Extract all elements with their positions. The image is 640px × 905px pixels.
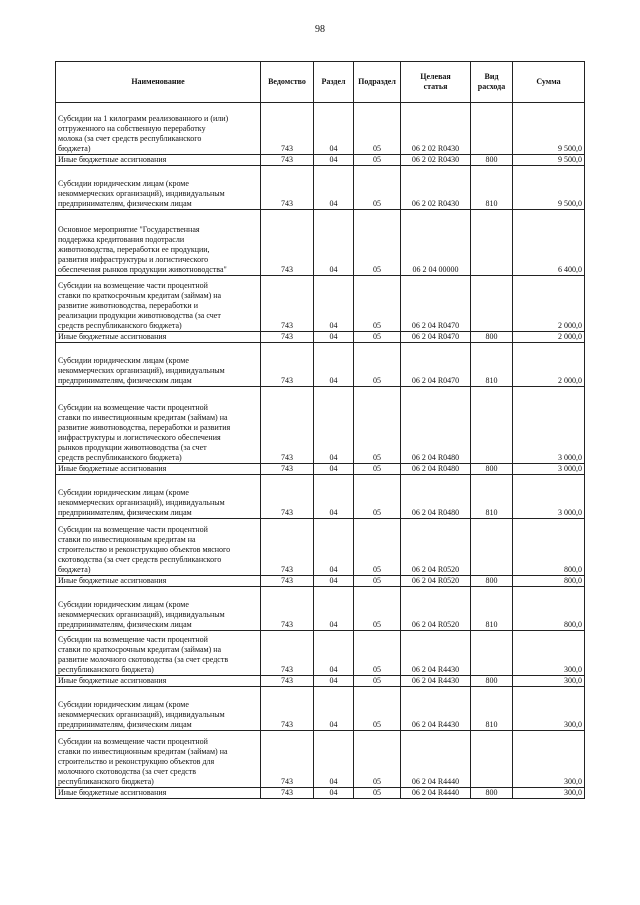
cell-department: 743 bbox=[261, 276, 314, 332]
cell-department: 743 bbox=[261, 676, 314, 687]
header-expense: Вид расхода bbox=[471, 62, 513, 103]
cell-expense: 800 bbox=[471, 464, 513, 475]
cell-amount: 9 500,0 bbox=[513, 166, 585, 210]
cell-expense bbox=[471, 103, 513, 155]
cell-department: 743 bbox=[261, 464, 314, 475]
cell-section: 04 bbox=[314, 387, 354, 464]
cell-target: 06 2 04 R4430 bbox=[401, 631, 471, 676]
table-row bbox=[56, 631, 585, 676]
cell-department: 743 bbox=[261, 155, 314, 166]
cell-expense bbox=[471, 387, 513, 464]
cell-amount: 3 000,0 bbox=[513, 464, 585, 475]
cell-target: 06 2 04 R4440 bbox=[401, 788, 471, 799]
cell-amount: 6 400,0 bbox=[513, 210, 585, 276]
cell-target: 06 2 04 R4440 bbox=[401, 731, 471, 788]
cell-subsection: 05 bbox=[354, 576, 401, 587]
cell-name: Субсидии юридическим лицам (кроме некоммерческих организаций), индивидуальным предпринимателям, физическим лицам bbox=[56, 343, 261, 387]
cell-name: Иные бюджетные ассигнования bbox=[56, 332, 261, 343]
cell-expense: 810 bbox=[471, 587, 513, 631]
cell-subsection: 05 bbox=[354, 731, 401, 788]
cell-target: 06 2 04 R4430 bbox=[401, 687, 471, 731]
cell-target: 06 2 04 R0470 bbox=[401, 332, 471, 343]
cell-name: Иные бюджетные ассигнования bbox=[56, 788, 261, 799]
cell-expense bbox=[471, 631, 513, 676]
cell-amount: 9 500,0 bbox=[513, 155, 585, 166]
cell-section: 04 bbox=[314, 676, 354, 687]
cell-expense: 800 bbox=[471, 576, 513, 587]
cell-amount: 3 000,0 bbox=[513, 475, 585, 519]
cell-section: 04 bbox=[314, 587, 354, 631]
cell-name: Основное мероприятие "Государственная поддержка кредитования подотрасли животноводства, переработки ее продукции, развития инфраструктуры и логистического обеспечения рынков продукции животноводства" bbox=[56, 210, 261, 276]
cell-name: Субсидии юридическим лицам (кроме некоммерческих организаций), индивидуальным предпринимателям, физическим лицам bbox=[56, 687, 261, 731]
cell-subsection: 05 bbox=[354, 587, 401, 631]
cell-section: 04 bbox=[314, 731, 354, 788]
cell-name: Субсидии на возмещение части процентной ставки по инвестиционным кредитам на строительство и реконструкцию объектов мясного скотоводства (за счет средств республиканского бюджета) bbox=[56, 519, 261, 576]
cell-target: 06 2 04 R0480 bbox=[401, 475, 471, 519]
cell-expense: 810 bbox=[471, 475, 513, 519]
cell-subsection: 05 bbox=[354, 210, 401, 276]
cell-department: 743 bbox=[261, 519, 314, 576]
cell-section: 04 bbox=[314, 103, 354, 155]
cell-name: Субсидии на 1 килограмм реализованного и (или) отгруженного на собственную переработку молока (за счет средств республиканского бюджета) bbox=[56, 103, 261, 155]
cell-subsection: 05 bbox=[354, 387, 401, 464]
cell-name: Субсидии на возмещение части процентной ставки по инвестиционным кредитам (займам) на развитие животноводства, переработки и развития инфраструктуры и логистического обеспечения рынков продукции животноводства (за счет средств республиканского бюджета) bbox=[56, 387, 261, 464]
cell-department: 743 bbox=[261, 332, 314, 343]
header-department: Ведомство bbox=[261, 62, 314, 103]
cell-amount: 2 000,0 bbox=[513, 276, 585, 332]
table-row bbox=[56, 387, 585, 464]
cell-name: Субсидии юридическим лицам (кроме некоммерческих организаций), индивидуальным предпринимателям, физическим лицам bbox=[56, 166, 261, 210]
budget-table bbox=[55, 61, 585, 799]
cell-amount: 2 000,0 bbox=[513, 332, 585, 343]
cell-target: 06 2 04 R0520 bbox=[401, 587, 471, 631]
cell-section: 04 bbox=[314, 155, 354, 166]
cell-subsection: 05 bbox=[354, 475, 401, 519]
cell-department: 743 bbox=[261, 210, 314, 276]
cell-department: 743 bbox=[261, 343, 314, 387]
cell-section: 04 bbox=[314, 332, 354, 343]
cell-expense: 800 bbox=[471, 676, 513, 687]
cell-amount: 9 500,0 bbox=[513, 103, 585, 155]
cell-department: 743 bbox=[261, 576, 314, 587]
cell-amount: 3 000,0 bbox=[513, 387, 585, 464]
cell-name: Иные бюджетные ассигнования bbox=[56, 576, 261, 587]
table-row bbox=[56, 788, 585, 799]
cell-target: 06 2 04 R0520 bbox=[401, 576, 471, 587]
cell-section: 04 bbox=[314, 788, 354, 799]
cell-subsection: 05 bbox=[354, 155, 401, 166]
table-header-row bbox=[56, 62, 585, 103]
cell-amount: 300,0 bbox=[513, 676, 585, 687]
cell-target: 06 2 04 R4430 bbox=[401, 676, 471, 687]
cell-expense: 810 bbox=[471, 687, 513, 731]
cell-section: 04 bbox=[314, 464, 354, 475]
cell-amount: 2 000,0 bbox=[513, 343, 585, 387]
cell-expense: 810 bbox=[471, 343, 513, 387]
cell-subsection: 05 bbox=[354, 103, 401, 155]
cell-section: 04 bbox=[314, 687, 354, 731]
cell-name: Иные бюджетные ассигнования bbox=[56, 676, 261, 687]
header-amount: Сумма bbox=[513, 62, 585, 103]
header-section: Раздел bbox=[314, 62, 354, 103]
table-row bbox=[56, 103, 585, 155]
cell-department: 743 bbox=[261, 687, 314, 731]
cell-expense bbox=[471, 276, 513, 332]
cell-name: Субсидии на возмещение части процентной ставки по инвестиционным кредитам (займам) на строительство и реконструкцию объектов для молочного скотоводства (за счет средств республиканского бюджета) bbox=[56, 731, 261, 788]
cell-target: 06 2 02 R0430 bbox=[401, 166, 471, 210]
cell-target: 06 2 02 R0430 bbox=[401, 103, 471, 155]
cell-name: Иные бюджетные ассигнования bbox=[56, 464, 261, 475]
table-row bbox=[56, 519, 585, 576]
cell-subsection: 05 bbox=[354, 631, 401, 676]
cell-department: 743 bbox=[261, 103, 314, 155]
cell-target: 06 2 04 00000 bbox=[401, 210, 471, 276]
cell-target: 06 2 04 R0470 bbox=[401, 276, 471, 332]
cell-subsection: 05 bbox=[354, 332, 401, 343]
cell-subsection: 05 bbox=[354, 276, 401, 332]
table-row bbox=[56, 155, 585, 166]
page-number: 98 bbox=[315, 24, 325, 35]
header-subsection: Подраздел bbox=[354, 62, 401, 103]
cell-expense bbox=[471, 519, 513, 576]
cell-amount: 300,0 bbox=[513, 731, 585, 788]
header-name: Наименование bbox=[56, 62, 261, 103]
cell-name: Иные бюджетные ассигнования bbox=[56, 155, 261, 166]
cell-target: 06 2 02 R0430 bbox=[401, 155, 471, 166]
cell-name: Субсидии на возмещение части процентной ставки по краткосрочным кредитам (займам) на развитие молочного скотоводства (за счет средств республиканского бюджета) bbox=[56, 631, 261, 676]
cell-subsection: 05 bbox=[354, 166, 401, 210]
cell-subsection: 05 bbox=[354, 788, 401, 799]
cell-name: Субсидии на возмещение части процентной ставки по краткосрочным кредитам (займам) на развитие животноводства, переработки и реализации продукции животноводства (за счет средств республиканского бюджета) bbox=[56, 276, 261, 332]
cell-subsection: 05 bbox=[354, 676, 401, 687]
cell-expense: 810 bbox=[471, 166, 513, 210]
cell-section: 04 bbox=[314, 343, 354, 387]
cell-target: 06 2 04 R0470 bbox=[401, 343, 471, 387]
cell-amount: 300,0 bbox=[513, 687, 585, 731]
cell-amount: 800,0 bbox=[513, 519, 585, 576]
cell-subsection: 05 bbox=[354, 687, 401, 731]
cell-name: Субсидии юридическим лицам (кроме некоммерческих организаций), индивидуальным предпринимателям, физическим лицам bbox=[56, 475, 261, 519]
table-row bbox=[56, 166, 585, 210]
table-row bbox=[56, 276, 585, 332]
cell-amount: 300,0 bbox=[513, 631, 585, 676]
cell-target: 06 2 04 R0520 bbox=[401, 519, 471, 576]
cell-department: 743 bbox=[261, 731, 314, 788]
cell-subsection: 05 bbox=[354, 519, 401, 576]
cell-department: 743 bbox=[261, 475, 314, 519]
cell-name: Субсидии юридическим лицам (кроме некоммерческих организаций), индивидуальным предпринимателям, физическим лицам bbox=[56, 587, 261, 631]
table-row bbox=[56, 475, 585, 519]
table-row bbox=[56, 464, 585, 475]
table-row bbox=[56, 343, 585, 387]
cell-department: 743 bbox=[261, 587, 314, 631]
cell-subsection: 05 bbox=[354, 464, 401, 475]
table-row bbox=[56, 587, 585, 631]
cell-section: 04 bbox=[314, 166, 354, 210]
cell-section: 04 bbox=[314, 519, 354, 576]
cell-expense: 800 bbox=[471, 155, 513, 166]
cell-expense bbox=[471, 210, 513, 276]
cell-subsection: 05 bbox=[354, 343, 401, 387]
cell-expense bbox=[471, 731, 513, 788]
cell-section: 04 bbox=[314, 576, 354, 587]
cell-department: 743 bbox=[261, 631, 314, 676]
cell-amount: 300,0 bbox=[513, 788, 585, 799]
cell-expense: 800 bbox=[471, 788, 513, 799]
cell-section: 04 bbox=[314, 276, 354, 332]
cell-target: 06 2 04 R0480 bbox=[401, 464, 471, 475]
table-row bbox=[56, 332, 585, 343]
table-row bbox=[56, 731, 585, 788]
cell-target: 06 2 04 R0480 bbox=[401, 387, 471, 464]
table-row bbox=[56, 687, 585, 731]
cell-section: 04 bbox=[314, 631, 354, 676]
cell-expense: 800 bbox=[471, 332, 513, 343]
table-row bbox=[56, 576, 585, 587]
cell-section: 04 bbox=[314, 475, 354, 519]
cell-department: 743 bbox=[261, 788, 314, 799]
cell-department: 743 bbox=[261, 166, 314, 210]
cell-amount: 800,0 bbox=[513, 587, 585, 631]
cell-amount: 800,0 bbox=[513, 576, 585, 587]
table-row bbox=[56, 676, 585, 687]
cell-section: 04 bbox=[314, 210, 354, 276]
header-target: Целевая статья bbox=[401, 62, 471, 103]
cell-department: 743 bbox=[261, 387, 314, 464]
table-row bbox=[56, 210, 585, 276]
